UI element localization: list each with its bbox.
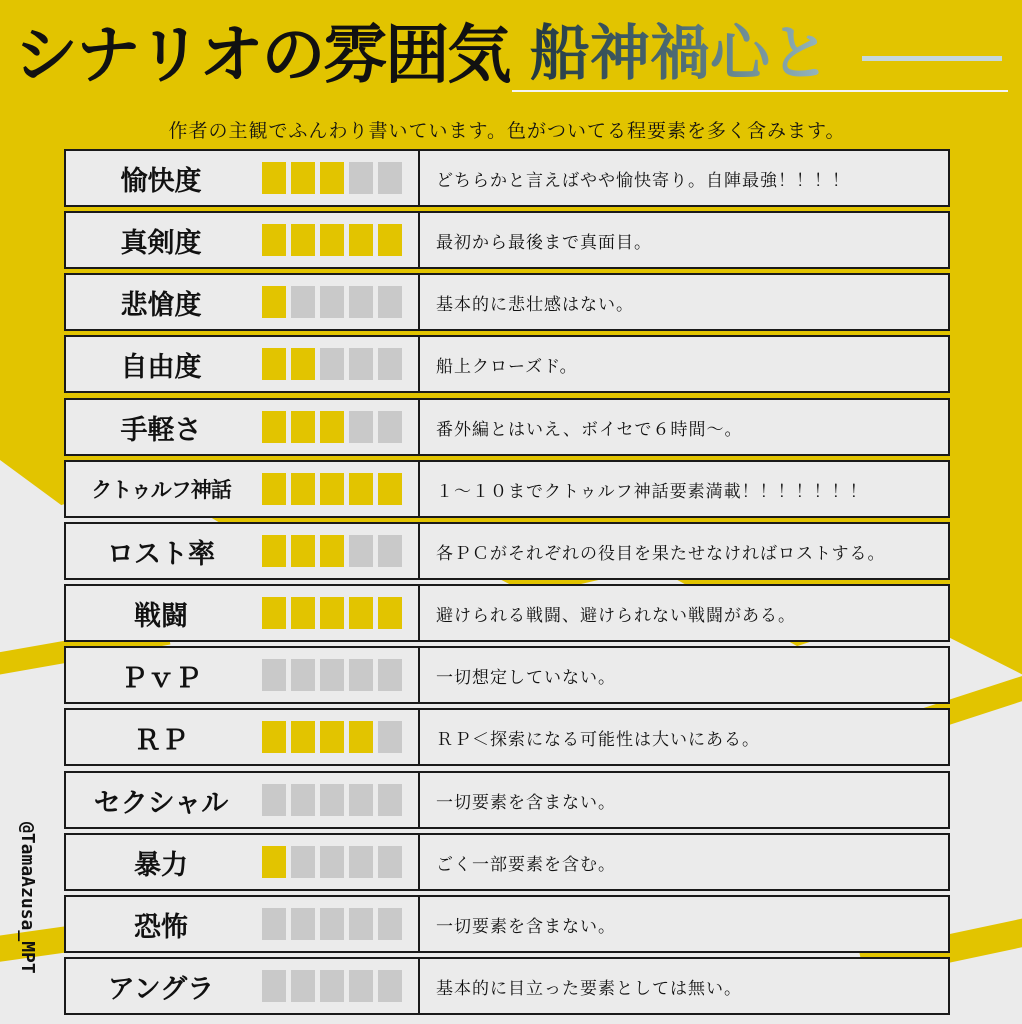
- table-row: [64, 957, 950, 1015]
- level-block-filled: [320, 224, 344, 256]
- level-block-empty: [291, 970, 315, 1002]
- table-row: [64, 398, 950, 456]
- row-description: ごく一部要素を含む。: [436, 854, 616, 875]
- level-block-empty: [262, 908, 286, 940]
- level-block-empty: [378, 970, 402, 1002]
- level-block-empty: [262, 784, 286, 816]
- level-block-empty: [378, 411, 402, 443]
- level-block-filled: [291, 473, 315, 505]
- level-meter: [256, 648, 418, 702]
- level-block-empty: [349, 659, 373, 691]
- author-handle: @TamaAzusa_MPT: [17, 822, 38, 974]
- level-block-empty: [349, 846, 373, 878]
- level-block-filled: [320, 473, 344, 505]
- level-block-empty: [378, 784, 402, 816]
- table-row: [64, 584, 950, 642]
- level-block-filled: [349, 721, 373, 753]
- page-title: シナリオの雰囲気: [14, 19, 510, 93]
- row-label: 自由度: [120, 351, 202, 383]
- level-block-empty: [291, 908, 315, 940]
- level-block-filled: [262, 224, 286, 256]
- table-row: [64, 895, 950, 953]
- row-label: 愉快度: [120, 165, 202, 197]
- level-block-filled: [262, 162, 286, 194]
- level-block-empty: [378, 721, 402, 753]
- level-block-filled: [262, 411, 286, 443]
- row-label: 恐怖: [134, 911, 188, 943]
- row-description: 一切要素を含まない。: [436, 792, 616, 813]
- level-block-empty: [320, 970, 344, 1002]
- row-label: 真剣度: [120, 227, 202, 259]
- level-block-empty: [349, 970, 373, 1002]
- level-block-empty: [291, 659, 315, 691]
- level-block-filled: [262, 348, 286, 380]
- header-underline: [512, 90, 1008, 92]
- level-block-filled: [378, 224, 402, 256]
- level-block-empty: [349, 784, 373, 816]
- row-label: 悲愴度: [120, 289, 202, 321]
- level-block-empty: [262, 970, 286, 1002]
- row-description: どちらかと言えばやや愉快寄り。自陣最強！！！！: [436, 170, 850, 191]
- level-block-filled: [291, 597, 315, 629]
- level-block-filled: [291, 348, 315, 380]
- level-block-empty: [349, 162, 373, 194]
- level-block-filled: [320, 162, 344, 194]
- level-block-filled: [320, 721, 344, 753]
- level-block-filled: [291, 535, 315, 567]
- row-label: 暴力: [134, 849, 188, 881]
- level-block-empty: [320, 659, 344, 691]
- level-block-filled: [320, 411, 344, 443]
- table-row: [64, 335, 950, 393]
- level-meter: [256, 213, 418, 267]
- level-block-empty: [349, 411, 373, 443]
- row-label: ロスト率: [107, 538, 215, 570]
- title-dash: [862, 56, 1002, 61]
- level-block-filled: [291, 411, 315, 443]
- level-block-empty: [378, 348, 402, 380]
- row-description: 各ＰＣがそれぞれの役目を果たせなければロストする。: [436, 543, 886, 564]
- level-block-filled: [378, 473, 402, 505]
- level-meter: [256, 835, 418, 889]
- level-block-empty: [320, 286, 344, 318]
- level-block-empty: [378, 535, 402, 567]
- level-block-filled: [262, 721, 286, 753]
- row-label: 手軽さ: [120, 414, 202, 446]
- level-block-empty: [378, 286, 402, 318]
- table-row: [64, 833, 950, 891]
- table-row: [64, 211, 950, 269]
- row-description: ＲＰ＜探索になる可能性は大いにある。: [436, 729, 760, 750]
- table-row: [64, 149, 950, 207]
- level-meter: [256, 773, 418, 827]
- table-row: [64, 646, 950, 704]
- level-block-filled: [320, 535, 344, 567]
- level-meter: [256, 275, 418, 329]
- level-block-filled: [262, 535, 286, 567]
- level-block-filled: [320, 597, 344, 629]
- row-label: クトゥルフ神話: [91, 478, 231, 502]
- row-description: 避けられる戦闘、避けられない戦闘がある。: [436, 605, 796, 626]
- level-block-empty: [320, 784, 344, 816]
- level-block-empty: [378, 162, 402, 194]
- row-description: 基本的に悲壮感はない。: [436, 294, 634, 315]
- row-description: 番外編とはいえ、ボイセで６時間～。: [436, 419, 743, 440]
- row-description: 一切要素を含まない。: [436, 916, 616, 937]
- level-block-empty: [378, 908, 402, 940]
- row-description: 一切想定していない。: [436, 667, 616, 688]
- level-block-filled: [378, 597, 402, 629]
- level-meter: [256, 586, 418, 640]
- intro-text: 作者の主観でふんわり書いています。色がついてる程要素を多く含みます。: [168, 120, 846, 142]
- level-block-empty: [262, 659, 286, 691]
- level-meter: [256, 462, 418, 516]
- level-block-empty: [320, 908, 344, 940]
- row-description: 最初から最後まで真面目。: [436, 232, 652, 253]
- level-block-filled: [349, 224, 373, 256]
- table-row: [64, 771, 950, 829]
- level-meter: [256, 400, 418, 454]
- level-block-empty: [349, 908, 373, 940]
- level-block-filled: [349, 473, 373, 505]
- row-description: 船上クローズド。: [436, 356, 578, 377]
- table-row: [64, 708, 950, 766]
- table-row: [64, 273, 950, 331]
- level-meter: [256, 710, 418, 764]
- level-block-filled: [291, 162, 315, 194]
- row-label: ＰｖＰ: [120, 662, 202, 694]
- row-label: ＲＰ: [134, 724, 188, 756]
- row-description: 基本的に目立った要素としては無い。: [436, 978, 742, 999]
- row-description: １～１０までクトゥルフ神話要素満載！！！！！！！: [436, 481, 868, 502]
- level-block-empty: [291, 784, 315, 816]
- level-block-empty: [349, 286, 373, 318]
- level-block-filled: [291, 721, 315, 753]
- level-block-filled: [349, 597, 373, 629]
- level-meter: [256, 897, 418, 951]
- level-block-empty: [320, 846, 344, 878]
- level-block-empty: [349, 535, 373, 567]
- table-row: [64, 460, 950, 518]
- level-block-filled: [262, 597, 286, 629]
- row-label: 戦闘: [134, 600, 188, 632]
- level-meter: [256, 337, 418, 391]
- level-block-empty: [378, 659, 402, 691]
- row-label: アングラ: [107, 973, 215, 1005]
- row-label: セクシャル: [93, 787, 229, 819]
- level-block-empty: [349, 348, 373, 380]
- level-block-empty: [291, 286, 315, 318]
- table-row: [64, 522, 950, 580]
- level-meter: [256, 151, 418, 205]
- level-meter: [256, 959, 418, 1013]
- level-block-empty: [291, 846, 315, 878]
- scenario-title: 船神禍心と: [530, 14, 860, 94]
- level-block-filled: [262, 846, 286, 878]
- level-block-filled: [262, 473, 286, 505]
- level-meter: [256, 524, 418, 578]
- level-block-empty: [378, 846, 402, 878]
- level-block-filled: [262, 286, 286, 318]
- level-block-filled: [291, 224, 315, 256]
- level-block-empty: [320, 348, 344, 380]
